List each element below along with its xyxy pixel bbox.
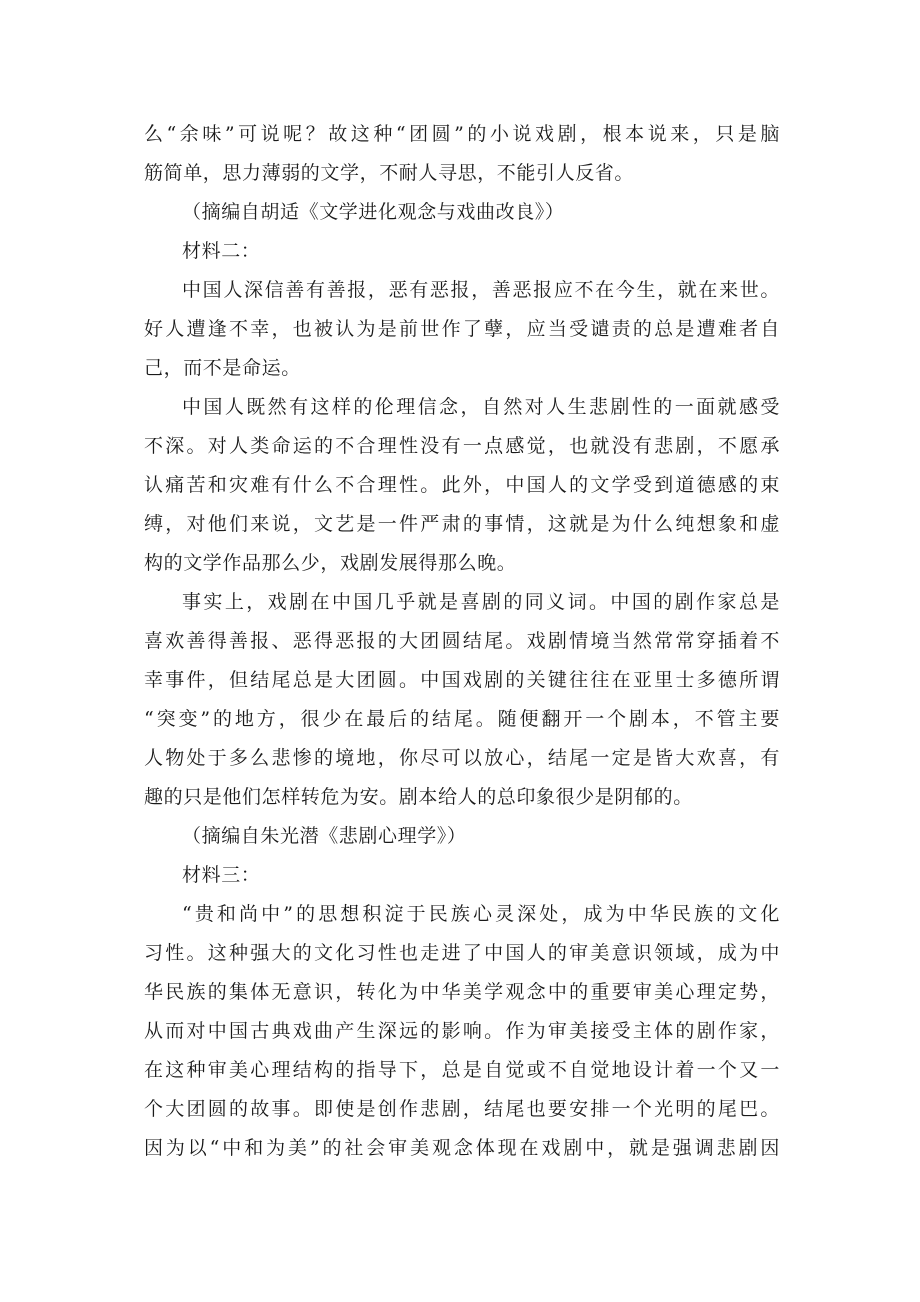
text-line: 人物处于多么悲惨的境地，你尽可以放心，结尾一定是皆大欢喜，有 (144, 747, 780, 769)
source-citation: （摘编自胡适《文学进化观念与戏曲改良》） (182, 201, 565, 223)
section-heading: 材料二： (182, 240, 261, 262)
text-line: 习性。这种强大的文化习性也走进了中国人的审美意识领域，成为中 (144, 942, 780, 964)
text-line: 中国人深信善有善报，恶有恶报，善恶报应不在今生，就在来世。 (182, 279, 780, 301)
text-line: 不深。对人类命运的不合理性没有一点感觉，也就没有悲剧，不愿承 (144, 435, 780, 457)
text-line: 从而对中国古典戏曲产生深远的影响。作为审美接受主体的剧作家， (144, 1020, 780, 1042)
text-line: 事实上，戏剧在中国几乎就是喜剧的同义词。中国的剧作家总是 (182, 591, 780, 613)
source-citation: （摘编自朱光潜《悲剧心理学》） (182, 825, 467, 847)
text-line: “贵和尚中”的思想积淀于民族心灵深处，成为中华民族的文化 (182, 903, 780, 925)
text-line: “突变”的地方，很少在最后的结尾。随便翻开一个剧本，不管主要 (144, 708, 780, 730)
text-line: 因为以“中和为美”的社会审美观念体现在戏剧中，就是强调悲剧因 (144, 1137, 780, 1159)
text-line: 认痛苦和灾难有什么不合理性。此外，中国人的文学受到道德感的束 (144, 474, 780, 496)
text-line: 个大团圆的故事。即使是创作悲剧，结尾也要安排一个光明的尾巴。 (144, 1098, 780, 1120)
text-line: 趣的只是他们怎样转危为安。剧本给人的总印象很少是阴郁的。 (144, 786, 693, 808)
text-line: 幸事件，但结尾总是大团圆。中国戏剧的关键往往在亚里士多德所谓 (144, 669, 780, 691)
text-line: 喜欢善得善报、恶得恶报的大团圆结尾。戏剧情境当然常常穿插着不 (144, 630, 780, 652)
text-line: 在这种审美心理结构的指导下，总是自觉或不自觉地设计着一个又一 (144, 1059, 780, 1081)
text-line: 构的文学作品那么少，戏剧发展得那么晚。 (144, 552, 517, 574)
text-line: 华民族的集体无意识，转化为中华美学观念中的重要审美心理定势， (144, 981, 780, 1003)
text-line: 己，而不是命运。 (144, 357, 301, 379)
text-line: 中国人既然有这样的伦理信念，自然对人生悲剧性的一面就感受 (182, 396, 780, 418)
text-line: 么“余味”可说呢？故这种“团圆”的小说戏剧，根本说来，只是脑 (144, 123, 780, 145)
section-heading: 材料三： (182, 864, 261, 886)
text-line: 筋简单，思力薄弱的文学，不耐人寻思，不能引人反省。 (144, 162, 635, 184)
text-line: 缚，对他们来说，文艺是一件严肃的事情，这就是为什么纯想象和虚 (144, 513, 780, 535)
text-line: 好人遭逢不幸，也被认为是前世作了孽，应当受谴责的总是遭难者自 (144, 318, 780, 340)
